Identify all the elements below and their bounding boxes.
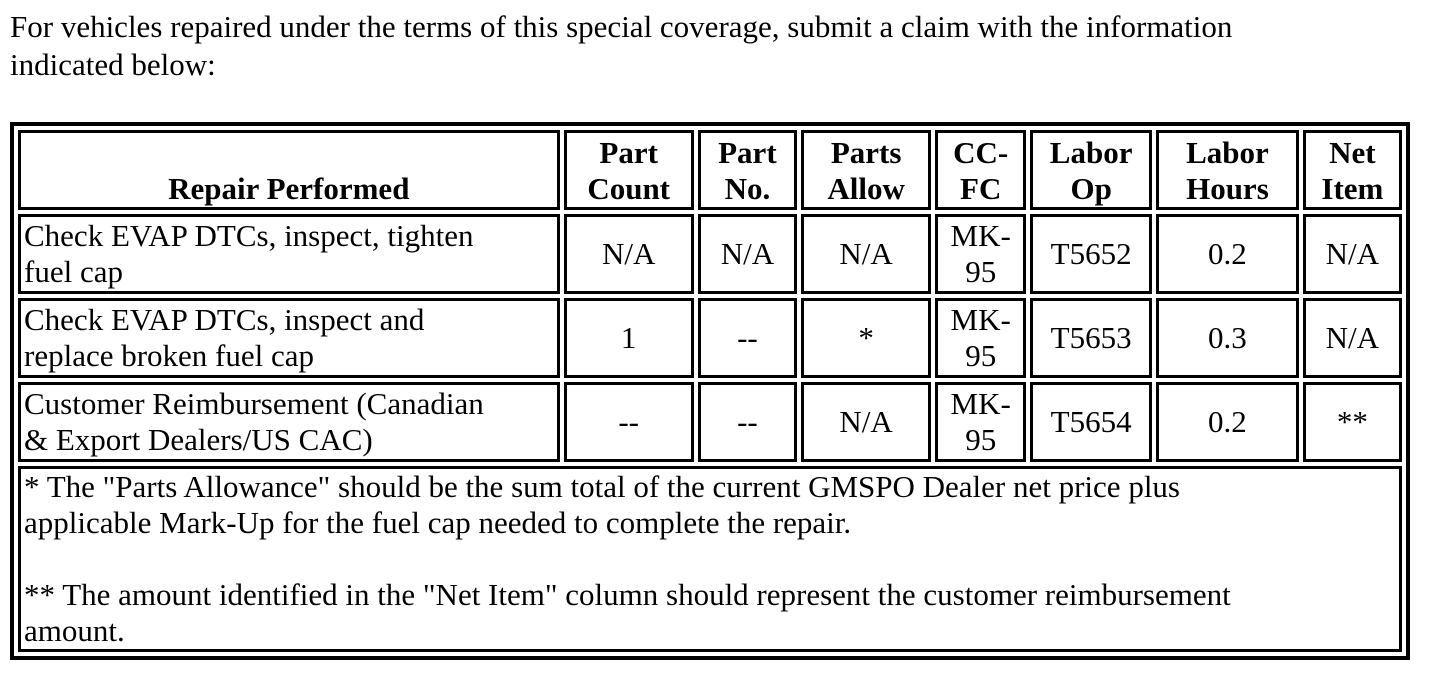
intro-line-1: For vehicles repaired under the terms of this special coverage, submit a claim with the information <box>10 9 1233 44</box>
note-parts-allowance-line-2: applicable Mark-Up for the fuel cap needed to complete the repair. <box>24 505 852 540</box>
header-repair-performed: Repair Performed <box>18 130 560 210</box>
cell-cc-fc: MK- 95 <box>935 214 1026 294</box>
note-parts-allowance-line-1: * The "Parts Allowance" should be the sum total of the current GMSPO Dealer net price plus <box>24 469 1180 504</box>
cell-labor-op: T5652 <box>1030 214 1152 294</box>
cell-part-count: -- <box>564 382 694 462</box>
cell-part-no: -- <box>698 382 797 462</box>
table-row <box>18 382 1402 462</box>
cell-net-item: N/A <box>1303 298 1402 378</box>
cell-labor-op: T5654 <box>1030 382 1152 462</box>
cell-repair-performed: Check EVAP DTCs, inspect, tighten fuel cap <box>18 214 560 294</box>
header-cc-fc: CC- FC <box>935 130 1026 210</box>
cell-part-no: N/A <box>698 214 797 294</box>
header-labor-hours: Labor Hours <box>1156 130 1299 210</box>
header-labor-op: Labor Op <box>1030 130 1152 210</box>
cell-parts-allow: N/A <box>801 382 931 462</box>
cell-part-count: 1 <box>564 298 694 378</box>
cell-net-item: ** <box>1303 382 1402 462</box>
header-part-no: Part No. <box>698 130 797 210</box>
intro-line-2: indicated below: <box>10 47 216 82</box>
note-net-item-line-1: ** The amount identified in the "Net Item" column should represent the customer reimbursement <box>24 577 1231 612</box>
cell-parts-allow: * <box>801 298 931 378</box>
header-net-item: Net Item <box>1303 130 1402 210</box>
cell-cc-fc: MK- 95 <box>935 382 1026 462</box>
header-part-count: Part Count <box>564 130 694 210</box>
header-parts-allow: Parts Allow <box>801 130 931 210</box>
table-row <box>18 298 1402 378</box>
cell-repair-performed: Customer Reimbursement (Canadian & Export Dealers/US CAC) <box>18 382 560 462</box>
cell-labor-hours: 0.2 <box>1156 214 1299 294</box>
claim-table <box>10 122 1410 660</box>
cell-repair-performed: Check EVAP DTCs, inspect and replace broken fuel cap <box>18 298 560 378</box>
cell-labor-hours: 0.2 <box>1156 382 1299 462</box>
note-net-item-line-2: amount. <box>24 613 125 648</box>
table-row <box>18 214 1402 294</box>
table-header-row <box>18 130 1402 210</box>
notes-row <box>18 466 1402 652</box>
notes-cell <box>18 466 1402 652</box>
cell-labor-hours: 0.3 <box>1156 298 1299 378</box>
cell-labor-op: T5653 <box>1030 298 1152 378</box>
cell-cc-fc: MK- 95 <box>935 298 1026 378</box>
note-spacer <box>24 541 1396 577</box>
intro-paragraph <box>10 8 1410 84</box>
cell-part-count: N/A <box>564 214 694 294</box>
cell-parts-allow: N/A <box>801 214 931 294</box>
cell-net-item: N/A <box>1303 214 1402 294</box>
cell-part-no: -- <box>698 298 797 378</box>
